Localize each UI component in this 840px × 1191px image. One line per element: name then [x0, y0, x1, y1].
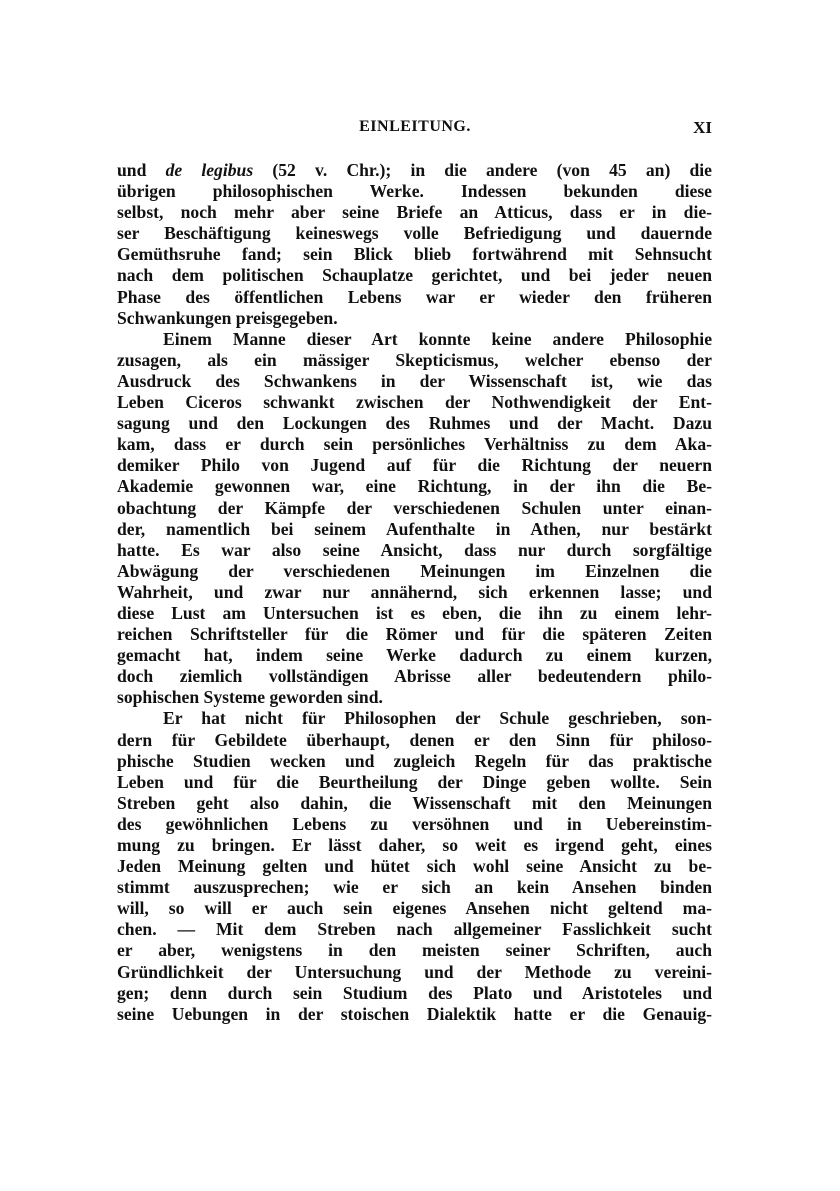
- text-line: ser Beschäftigung keineswegs volle Befriedigung und dauernde: [117, 223, 712, 244]
- text-line: übrigen philosophischen Werke. Indessen bekunden diese: [117, 181, 712, 202]
- line-rest: (52 v. Chr.); in die andere (von 45 an) die: [253, 160, 712, 180]
- running-title: EINLEITUNG.: [359, 118, 471, 135]
- italic-title: de legibus: [165, 160, 254, 180]
- text-line: Ausdruck des Schwankens in der Wissenschaft ist, wie das: [117, 370, 712, 391]
- text-line: Streben geht also dahin, die Wissenschaft mit den Meinungen: [117, 792, 712, 813]
- page-number: XI: [693, 118, 712, 137]
- text-line: Phase des öffentlichen Lebens war er wieder den früheren: [117, 286, 712, 307]
- text-line: dern für Gebildete überhaupt, denen er den Sinn für philoso-: [117, 729, 712, 750]
- text-line: Gründlichkeit der Untersuchung und der Methode zu vereini-: [117, 961, 712, 982]
- text-line: chen. — Mit dem Streben nach allgemeiner Fasslichkeit sucht: [117, 919, 712, 940]
- text-line: er aber, wenigstens in den meisten seiner Schriften, auch: [117, 940, 712, 961]
- text-line: reichen Schriftsteller für die Römer und für die späteren Zeiten: [117, 624, 712, 645]
- text-line: Einem Manne dieser Art konnte keine andere Philosophie: [163, 328, 712, 349]
- text-line: mung zu bringen. Er lässt daher, so weit es irgend geht, eines: [117, 835, 712, 855]
- text-line: stimmt auszusprechen; wie er sich an kein Ansehen binden: [117, 877, 712, 898]
- text-line: Jeden Meinung gelten und hütet sich wohl seine Ansicht zu be-: [117, 856, 712, 877]
- text-line: Wahrheit, und zwar nur annähernd, sich erkennen lasse; und: [117, 581, 712, 602]
- text-line: [117, 160, 712, 181]
- text-line: sophischen Systeme geworden sind.: [117, 687, 383, 708]
- text-line: zusagen, als ein mässiger Skepticismus, welcher ebenso der: [117, 349, 712, 370]
- text-line: sagung und den Lockungen des Ruhmes und der Macht. Dazu: [117, 413, 712, 434]
- text-line: nach dem politischen Schauplatze gerichtet, und bei jeder neuen: [117, 265, 712, 286]
- text-line: der, namentlich bei seinem Aufenthalte in Athen, nur bestärkt: [117, 518, 712, 539]
- text-line: Er hat nicht für Philosophen der Schule geschrieben, son-: [163, 708, 712, 729]
- text-line: seine Uebungen in der stoischen Dialektik hatte er die Genauig-: [117, 1003, 712, 1024]
- text-line: Gemüthsruhe fand; sein Blick blieb fortwährend mit Sehnsucht: [117, 244, 712, 265]
- text-line: gen; denn durch sein Studium des Plato und Aristoteles und: [117, 982, 712, 1003]
- text-line: Schwankungen preisgegeben.: [117, 307, 338, 328]
- text-line: Leben und für die Beurtheilung der Dinge geben wollte. Sein: [117, 771, 712, 792]
- body-text: [117, 160, 712, 1025]
- line-prefix: und: [117, 160, 166, 180]
- text-line: des gewöhnlichen Lebens zu versöhnen und in Uebereinstim-: [117, 813, 712, 834]
- text-line: phische Studien wecken und zugleich Regeln für das praktische: [117, 750, 712, 771]
- text-line: selbst, noch mehr aber seine Briefe an Atticus, dass er in die-: [117, 202, 712, 223]
- running-head: [118, 118, 712, 142]
- text-line: gemacht hat, indem seine Werke dadurch zu einem kurzen,: [117, 645, 712, 666]
- text-line: will, so will er auch sein eigenes Ansehen nicht geltend ma-: [117, 898, 712, 919]
- text-line: hatte. Es war also seine Ansicht, dass nur durch sorgfältige: [117, 539, 712, 560]
- text-line: demiker Philo von Jugend auf für die Richtung der neuern: [117, 455, 712, 476]
- text-line: kam, dass er durch sein persönliches Verhältniss zu dem Aka-: [117, 434, 712, 455]
- text-line: doch ziemlich vollständigen Abrisse aller bedeutendern philo-: [117, 666, 712, 687]
- text-line: obachtung der Kämpfe der verschiedenen Schulen unter einan-: [117, 497, 712, 518]
- text-line: diese Lust am Untersuchen ist es eben, die ihn zu einem lehr-: [117, 602, 712, 623]
- text-line: Leben Ciceros schwankt zwischen der Nothwendigkeit der Ent-: [117, 392, 712, 413]
- text-line: Abwägung der verschiedenen Meinungen im Einzelnen die: [117, 560, 712, 581]
- text-line: Akademie gewonnen war, eine Richtung, in der ihn die Be-: [117, 476, 712, 497]
